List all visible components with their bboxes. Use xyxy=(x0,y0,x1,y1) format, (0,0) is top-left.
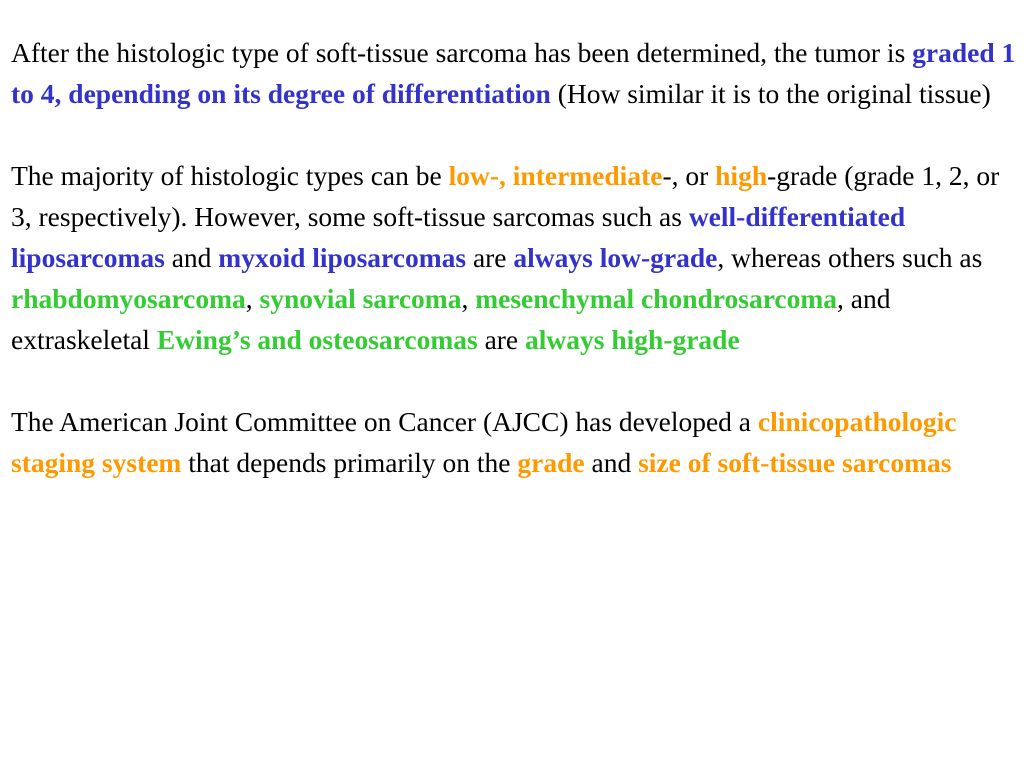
highlight-myxoid-liposarcomas: myxoid liposarcomas xyxy=(218,242,467,273)
plain-text: , whereas others such as xyxy=(717,242,983,273)
highlight-always-low-grade: always low-grade xyxy=(513,242,718,273)
highlight-staging-system: clinicopathologic staging system xyxy=(11,406,957,478)
plain-text: , xyxy=(245,283,260,314)
plain-text: are xyxy=(466,242,514,273)
highlight-always-high-grade: always high-grade xyxy=(525,324,740,355)
plain-text: After the histologic type of soft-tissue sarcoma has been determined, the tumor is xyxy=(11,37,913,68)
plain-text: -, or xyxy=(662,160,716,191)
paragraph-grading xyxy=(11,32,1016,114)
highlight-high: high xyxy=(715,160,768,191)
plain-text: are xyxy=(477,324,526,355)
highlight-grade: grade xyxy=(517,447,585,478)
highlight-ewings-and-osteosarcomas: Ewing’s and osteosarcomas xyxy=(156,324,478,355)
paragraph-ajcc-staging xyxy=(11,401,1016,483)
slide-body xyxy=(11,32,1016,483)
highlight-size-of-sarcomas: size of soft-tissue sarcomas xyxy=(638,447,952,478)
plain-text: and xyxy=(584,447,639,478)
plain-text: , xyxy=(461,283,476,314)
plain-text: , and extraskeletal xyxy=(11,283,891,355)
plain-text: The majority of histologic types can be xyxy=(11,160,449,191)
plain-text: that depends primarily on the xyxy=(181,447,518,478)
highlight-mesenchymal-chondrosarcoma: mesenchymal chondrosarcoma xyxy=(475,283,838,314)
highlight-low-intermediate: low-, intermediate xyxy=(448,160,663,191)
plain-text: The American Joint Committee on Cancer (AJCC) has developed a xyxy=(11,406,758,437)
plain-text: and xyxy=(164,242,219,273)
plain-text: -grade (grade 1, 2, or 3, respectively). However, some soft-tissue sarcomas such as xyxy=(11,160,1000,232)
highlight-synovial-sarcoma: synovial sarcoma xyxy=(259,283,462,314)
highlight-well-differentiated-liposarcomas: well-differentiated liposarcomas xyxy=(11,201,906,273)
highlight-grading-scale: graded 1 to 4, depending on its degree of differentiation xyxy=(11,37,1016,109)
plain-text: (How similar it is to the original tissue) xyxy=(550,78,991,109)
highlight-rhabdomyosarcoma: rhabdomyosarcoma xyxy=(11,283,246,314)
paragraph-histologic-types xyxy=(11,155,1016,360)
